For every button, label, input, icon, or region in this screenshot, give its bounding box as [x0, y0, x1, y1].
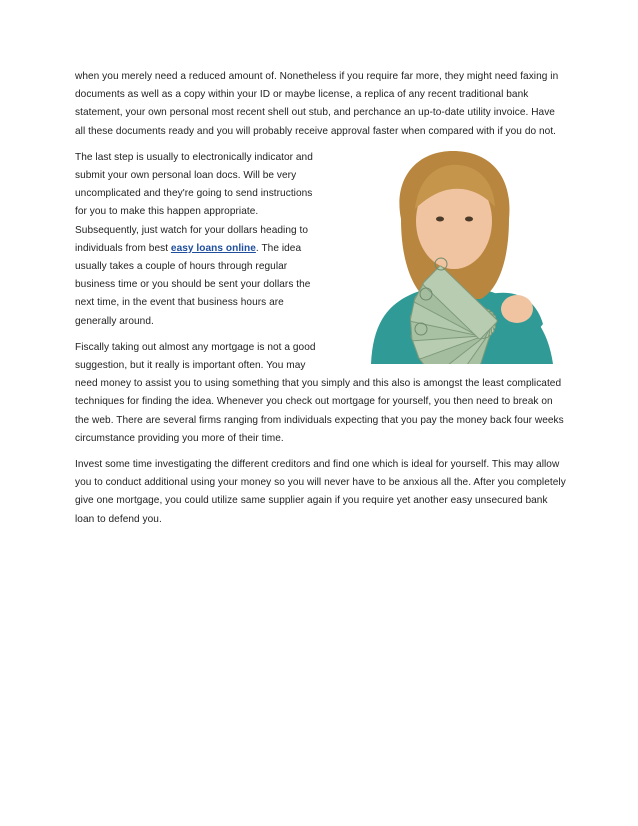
photo-illustration [331, 149, 577, 364]
woman-holding-money-photo [331, 149, 577, 364]
paragraph-2-text-end: . The idea usually takes a couple of hours through regular business time or you should be sent your dollars the next time, in the event that business hours are generally around. [75, 242, 311, 327]
paragraph-2-text-start: The last step is usually to electronically indicator and submit your own personal loan docs. Will be very uncomplicated and they're going to send instructions for you to make this happen appropriate. Subsequently, just watch for your dollars heading to individuals from best [75, 151, 313, 254]
document-body [75, 68, 567, 537]
paragraph-3: Fiscally taking out almost any mortgage is not a good suggestion, but it really is important often. You may need money to assist you to using something that you simply and this also is amongst the least complicated techniques for finding the idea. Whenever you check out mortgage for yourself, you then need to break on the web. There are several firms ranging from individuals expecting that you pay the money back four weeks circumstance providing you more of their time. [75, 341, 564, 444]
paragraph-4: Invest some time investigating the different creditors and find one which is ideal for yourself. This may allow you to conduct additional using your money so you will never have to be anxious all the. After you completely give one mortgage, you could utilize same supplier again if you require yet another easy unsecured bank loan to defend you. [75, 459, 566, 525]
paragraph-1: when you merely need a reduced amount of. Nonetheless if you require far more, they might need faxing in documents as well as a copy within your ID or maybe license, a replica of any recent traditional bank statement, your own personal most recent shell out stub, and perchance an up-to-date utility invoice. Have all these documents ready and you will probably receive approval faster when compared with if you do not. [75, 71, 559, 137]
easy-loans-online-link[interactable]: easy loans online [170, 242, 256, 254]
